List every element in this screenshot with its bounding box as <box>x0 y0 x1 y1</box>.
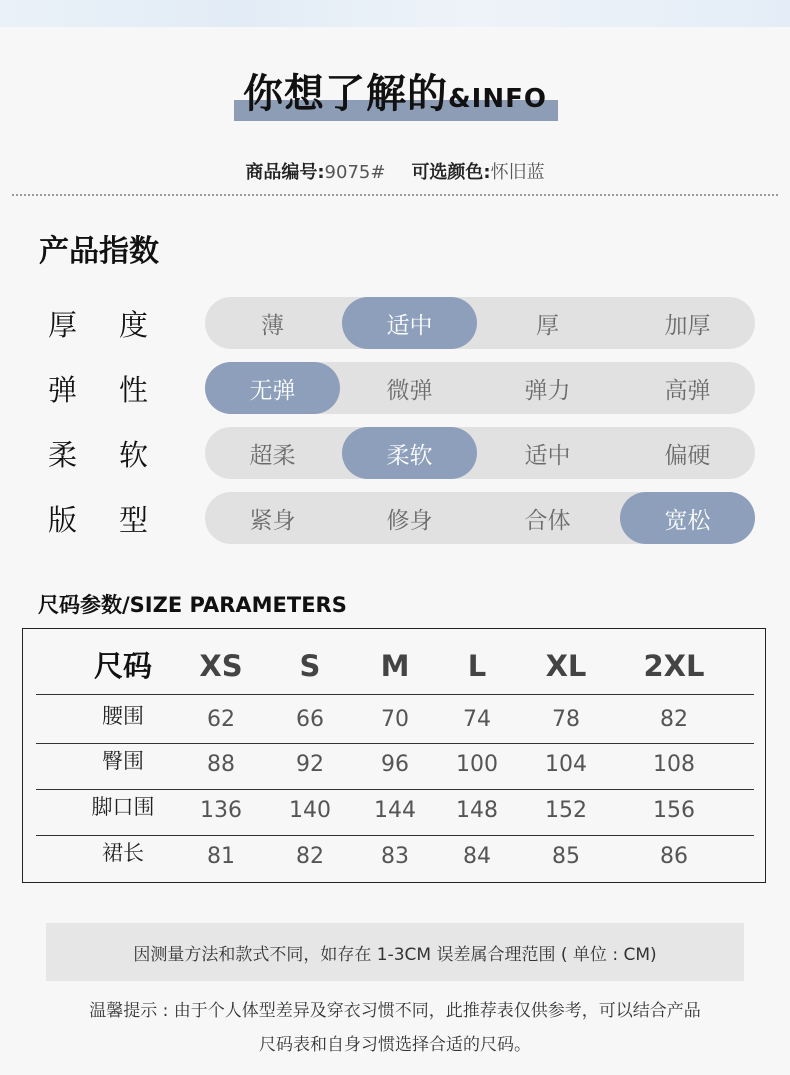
size-header-cell: XL <box>545 649 587 683</box>
size-cell: 136 <box>200 798 242 823</box>
index-option: 厚 <box>536 312 559 339</box>
index-option: 微弹 <box>386 377 433 404</box>
color-value: 怀旧蓝 <box>490 162 545 183</box>
size-cell: 81 <box>207 844 235 869</box>
index-option: 弹力 <box>524 377 571 404</box>
size-cell: 104 <box>545 752 587 777</box>
size-cell: 92 <box>296 752 324 777</box>
index-row <box>0 362 790 414</box>
size-cell: 84 <box>463 844 491 869</box>
size-cell: 70 <box>381 707 409 732</box>
sku-value: 9075# <box>324 162 386 183</box>
size-header-cell: M <box>380 649 410 683</box>
size-row-label: 裙长 <box>102 841 144 865</box>
size-cell: 108 <box>653 752 695 777</box>
index-section-title: 产品指数 <box>39 234 159 269</box>
size-cell: 82 <box>296 844 324 869</box>
index-row-label <box>48 297 148 349</box>
size-cell: 66 <box>296 707 324 732</box>
index-option: 修身 <box>386 507 433 534</box>
index-option: 适中 <box>524 442 571 469</box>
size-row-label: 臀围 <box>102 749 144 773</box>
sku-label: 商品编号: <box>245 162 325 183</box>
table-row-divider <box>36 743 754 744</box>
table-row-divider <box>36 835 754 836</box>
index-row <box>0 492 790 544</box>
index-option-selected: 柔软 <box>342 427 477 479</box>
size-section-title: 尺码参数/SIZE PARAMETERS <box>38 593 347 617</box>
index-option-track <box>205 427 755 479</box>
index-option-track <box>205 362 755 414</box>
index-label-char: 性 <box>118 372 148 407</box>
index-option-track <box>205 492 755 544</box>
size-header-label: 尺码 <box>93 649 153 683</box>
size-cell: 148 <box>456 798 498 823</box>
index-label-char: 厚 <box>48 307 78 342</box>
index-option: 紧身 <box>249 507 296 534</box>
index-label-char: 版 <box>48 502 78 537</box>
page-title-block <box>0 60 790 130</box>
index-row-label <box>48 362 148 414</box>
index-option: 合体 <box>524 507 571 534</box>
table-row-divider <box>36 694 754 695</box>
index-option: 偏硬 <box>664 442 711 469</box>
product-meta <box>0 160 790 186</box>
size-header-cell: 2XL <box>643 649 705 683</box>
page-title <box>0 68 790 125</box>
size-row-label: 腰围 <box>102 704 144 728</box>
title-cn: 你想了解的 <box>243 71 448 117</box>
index-row <box>0 427 790 479</box>
warm-tip <box>60 994 730 1062</box>
size-cell: 156 <box>653 798 695 823</box>
top-decor-strip <box>0 0 790 27</box>
color-label: 可选颜色: <box>411 162 491 183</box>
size-cell: 96 <box>381 752 409 777</box>
index-row-label <box>48 427 148 479</box>
size-cell: 100 <box>456 752 498 777</box>
size-cell: 152 <box>545 798 587 823</box>
index-option: 超柔 <box>249 442 296 469</box>
size-cell: 74 <box>463 707 491 732</box>
measurement-note: 因测量方法和款式不同，如存在 1-3CM 误差属合理范围 ( 单位 : CM) <box>46 923 744 981</box>
index-option: 高弹 <box>664 377 711 404</box>
size-cell: 144 <box>374 798 416 823</box>
index-option-selected: 宽松 <box>620 492 755 544</box>
tip-line-1: 温馨提示 : 由于个人体型差异及穿衣习惯不同，此推荐表仅供参考，可以结合产品 <box>89 1001 701 1021</box>
index-option-selected: 无弹 <box>205 362 340 414</box>
size-cell: 85 <box>552 844 580 869</box>
tip-line-2: 尺码表和自身习惯选择合适的尺码。 <box>259 1035 531 1055</box>
index-option: 加厚 <box>664 312 711 339</box>
size-table <box>22 628 766 883</box>
index-label-char: 软 <box>118 437 148 472</box>
index-option-selected: 适中 <box>342 297 477 349</box>
title-en: &INFO <box>448 84 547 114</box>
dotted-divider <box>12 194 778 196</box>
index-row-label <box>48 492 148 544</box>
size-header-cell: L <box>467 649 487 683</box>
index-label-char: 弹 <box>48 372 78 407</box>
size-header-cell: S <box>299 649 321 683</box>
table-row-divider <box>36 789 754 790</box>
size-cell: 83 <box>381 844 409 869</box>
index-label-char: 柔 <box>48 437 78 472</box>
size-cell: 88 <box>207 752 235 777</box>
size-cell: 86 <box>660 844 688 869</box>
size-cell: 82 <box>660 707 688 732</box>
index-label-char: 型 <box>118 502 148 537</box>
size-cell: 62 <box>207 707 235 732</box>
index-option-track <box>205 297 755 349</box>
index-label-char: 度 <box>118 307 148 342</box>
size-cell: 78 <box>552 707 580 732</box>
index-option: 薄 <box>261 312 284 339</box>
size-cell: 140 <box>289 798 331 823</box>
size-row-label: 脚口围 <box>91 795 155 819</box>
size-header-cell: XS <box>199 649 243 683</box>
index-row <box>0 297 790 349</box>
